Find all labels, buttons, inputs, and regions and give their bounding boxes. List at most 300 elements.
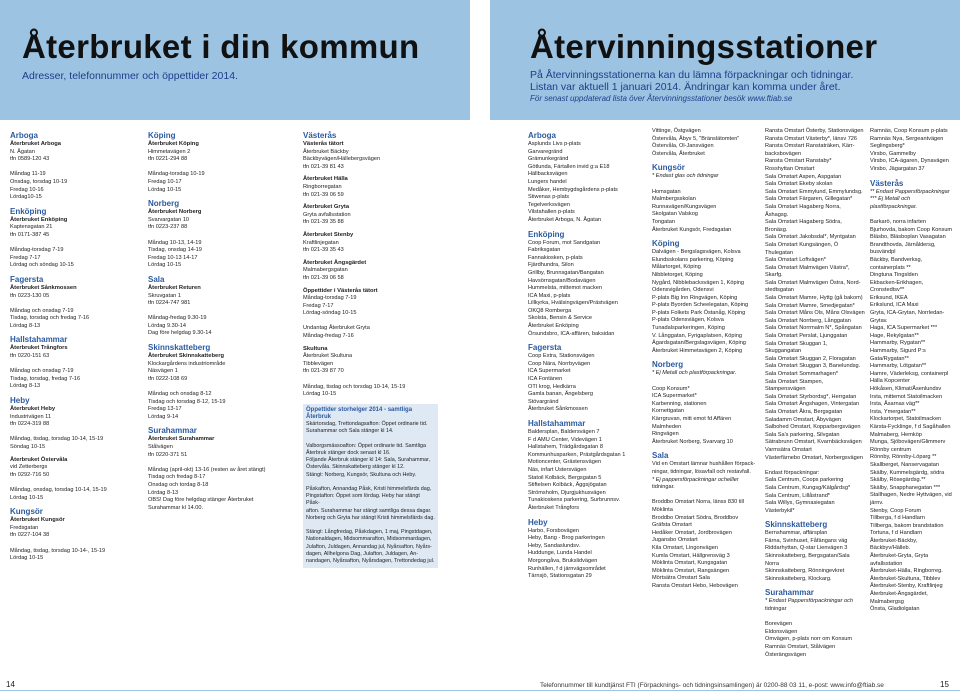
entry-line: Broddbo Omstart Södra, Broddbov — [652, 514, 739, 521]
entry-line: Sala Omstart Hagaberg Södra, Bronäsg. — [765, 219, 842, 233]
entry-block — [10, 457, 135, 503]
entry-block — [303, 131, 438, 171]
entry-line: tfn 0220-151 63 — [10, 353, 50, 360]
entry-line: Saladamm Omstart, Åbyvägen — [765, 416, 842, 423]
entry-line: Stövargränd — [528, 398, 559, 405]
facility-name: Västerås tätort — [303, 141, 344, 147]
entry-line: Skruvgatan 1 — [148, 292, 181, 299]
entry-line — [652, 492, 757, 500]
entry-block — [10, 207, 135, 270]
holiday-box-line: Östervåla. Skinnskatteberg stänger kl 12. — [306, 464, 405, 471]
holiday-box-line — [306, 436, 435, 443]
entry-line: Virsbo, ICA-ägaren, Dynavägen — [870, 158, 949, 165]
entry-line: Mörtsätra Omstart Sala — [652, 575, 710, 582]
municipality-heading: Sala — [148, 274, 165, 284]
entry-line: Sala Centrum, Coops parkering — [765, 477, 844, 484]
entry-line: F d AMU Center, Videvägen 1 — [528, 436, 602, 443]
entry-line: Östervåla, Åbyv 5, "Bränslätomten" — [652, 135, 740, 142]
entry-line: Sala Omstart Aspen, Aspgatan — [765, 173, 842, 180]
entry-line: P-plats Byorden Scheelegatan, Köping — [652, 302, 749, 309]
entry-line: Munga, Sjöbovägen/Glimmerv — [870, 439, 946, 446]
facility-name: Återbruket Köping — [148, 141, 199, 147]
left-page-subtitle: Adresser, telefonnummer och öppettider 2014. — [22, 70, 238, 82]
entry-line: OBS! Dag före helgdag stänger Återbruket — [148, 497, 254, 504]
entry-line: Sala Omstart Stampen, Stampensvägen — [765, 378, 824, 393]
entry-line: Heby, Bang - Brog parkeringen — [528, 535, 605, 542]
entry-line: Hammarby, Sigurd P:s Gata/Rygatan** — [870, 348, 926, 362]
entry-line: Sala Omstart Malmvägen Västra*, Skarfg. — [765, 264, 850, 279]
entry-line — [148, 459, 283, 467]
municipality-heading: Heby — [528, 517, 548, 527]
entry-line: Österängsvägen — [765, 651, 807, 658]
column-4 — [528, 128, 643, 586]
entry-line: Måndag 10-13, 14-19 — [148, 239, 202, 246]
entry-line: ICA Supermarket* — [652, 393, 697, 400]
entry-line: Fabriksgatan — [528, 247, 561, 254]
entry-line: tfn 0220-371 51 — [148, 451, 188, 458]
entry-line: Kila Omstart, Lingonvägen — [652, 544, 718, 551]
entry-line: Hummelsta, mittemot macken — [528, 285, 602, 292]
entry-line: Salbohed Omstart, Kopparbergsvägen — [765, 424, 861, 431]
entry-line: Vid en Omstart lämnar hushållen förpack- — [652, 461, 756, 468]
entry-line: tfn 021-39 87 70 — [303, 368, 344, 375]
municipality-heading: Arboga — [528, 131, 556, 140]
municipality-heading: Kungsör — [10, 507, 43, 517]
entry-line: Stenby, Coop Forum — [870, 507, 922, 514]
entry-line: Kornettgatan — [652, 408, 685, 415]
entry-line — [870, 211, 958, 219]
entry-line: Lördag 10-15 — [303, 391, 337, 398]
entry-block — [148, 131, 283, 194]
entry-line: Statoil Kolbäck, Bergsgatan 5 — [528, 474, 602, 481]
entry-line: Surahammar kl 14.00. — [148, 504, 204, 511]
entry-line: Tisdag, onsdag 14-19 — [148, 247, 202, 254]
entry-line: Borevägen — [765, 621, 793, 628]
municipality-heading: Enköping — [10, 206, 47, 216]
facility-name: Återbruket Heby — [10, 406, 56, 413]
entry-line: Malmheden — [652, 423, 682, 430]
entry-line: Tortuna, f d Handlarn — [870, 530, 923, 537]
entry-line: Lördag10-15 — [10, 194, 42, 201]
entry-line: Virsbo, Jägargatan 37 — [870, 165, 925, 172]
entry-line: tfn 0589-120 43 — [10, 156, 50, 163]
holiday-box-line: Julafton, Juldagen, Annandag jul, Nyårsafton, Nyårs- — [306, 543, 432, 550]
entry-line: Sala Omstart Ekeby skolan — [765, 181, 833, 188]
entry-line: Tisdag, torsdag, fredag 7-16 — [10, 375, 81, 382]
entry-line: Sala Sa's parkering, Silvgatan — [765, 431, 840, 438]
entry-line: Näs, infart Ustersvägen — [528, 466, 587, 473]
entry-line: Sala Omstart Skuggan 1, Skuggangatan — [765, 340, 828, 355]
entry-line: Lördag 10-15 — [148, 186, 182, 193]
entry-line: Måndag, tisdag, torsdag 10-14-, 15-19 — [10, 547, 106, 554]
entry-line: tfn 021-39 06 59 — [303, 191, 344, 198]
holiday-box-text — [306, 421, 435, 565]
municipality-heading: Västerås — [303, 131, 337, 140]
entry-block — [303, 260, 438, 283]
entry-line: Malmaberg, Hemköp — [870, 431, 922, 438]
entry-line — [652, 378, 757, 386]
entry-line: Lördag 9.30-14 — [148, 322, 186, 329]
entry-line: Fredag 10-17 — [148, 178, 182, 185]
entry-line: Tisdag och torsdag 8-12, 15-19 — [148, 398, 226, 405]
entry-line: tfn 0292-716 50 — [10, 471, 50, 478]
municipality-heading: Hallstahammar — [528, 419, 586, 428]
entry-line: backsbovägen — [765, 150, 802, 157]
holiday-box-title: Öppettider storhelger 2014 - samtliga Återbruk — [306, 406, 413, 421]
entry-line: stedtsgatan — [765, 287, 794, 294]
entry-line: Coop Forum, mot Sandgatan — [528, 239, 601, 246]
municipality-heading: Norberg — [652, 360, 684, 370]
entry-line: Måndag 11-19 — [10, 171, 46, 178]
entry-line: Sätrabrunn Omstart, Kvarnbäcksvägen — [765, 439, 862, 446]
entry-line: Coop Nära, Norrbyvägen — [528, 360, 591, 367]
facility-name: Återbruket Enköping — [10, 216, 68, 223]
entry-line: Stålvägen — [148, 444, 173, 450]
entry-line: Ransta Omstart Västerby*, länsv 726 — [765, 135, 858, 142]
entry-line: Återbruket Sånkmossen — [528, 406, 588, 413]
holiday-box-line: Pingstafton: Öppet som lördag. Heby har stängt Påsk- — [306, 493, 420, 507]
entry-line: Götlunda, Färtallen invid g:a E18 — [528, 163, 610, 170]
municipality-heading: Skinnskatteberg — [765, 520, 828, 530]
facility-name: Återbruket Stenby — [303, 231, 354, 238]
entry-block — [652, 360, 757, 446]
facility-name: Skultuna — [303, 345, 328, 352]
entry-line: Onsdag, torsdag 10-19 — [10, 178, 68, 185]
entry-line: Tisdag, torsdag och fredag 7-16 — [10, 315, 90, 322]
column-5 — [652, 128, 757, 595]
municipality-heading: Arboga — [10, 131, 38, 140]
entry-line: ICA Fontänen — [528, 376, 563, 383]
entry-line — [10, 300, 135, 308]
entry-line: Vittinge, Östgvägen — [652, 128, 701, 134]
entry-line: Virsbo, Gammelby — [870, 150, 916, 157]
entry-line: Endast förpackningar: — [765, 469, 820, 476]
entry-line: Erikslund, ICA Maxi — [870, 302, 919, 309]
entry-line: Hage, Rekylgatan** — [870, 332, 919, 339]
entry-line: Sala Omstart Kungsängen, Ö Thulegatan — [765, 241, 839, 256]
municipality-heading: Surahammar — [148, 426, 197, 436]
entry-line — [303, 376, 438, 384]
entry-block — [10, 507, 135, 563]
entry-line — [10, 479, 135, 487]
entry-line: Stiwenas p-plats — [528, 194, 570, 201]
entry-line: tfn 0224-319 88 — [10, 421, 50, 428]
entry-line: Skolsta, Bensin & Service — [528, 315, 593, 322]
entry-line: Sala Omstart Styrbordsg*, Herrgatan — [765, 393, 857, 400]
facility-name: Återbruket Norberg — [148, 209, 202, 216]
facility-name: Återbruket Östervåla — [10, 456, 68, 463]
holiday-box-line — [306, 479, 435, 486]
facility-name: Återbruket Skinnskatteberg — [148, 353, 225, 360]
entry-line: Strömsholm, Djurgjukhusvägen — [528, 489, 606, 496]
holiday-box-line: Skärtorsdag, Trettondagsafton: Öppet ordinarie tid. — [306, 421, 428, 428]
municipality-heading: Fagersta — [528, 343, 562, 353]
entry-line: Skinnskatteberg, Klockarg. — [765, 575, 832, 582]
facility-name: Återbruket Trångfors — [10, 345, 68, 352]
entry-block — [10, 131, 135, 202]
entry-line: Grämunkegränd — [528, 156, 569, 163]
entry-line: Elundsskolans parkering, Köping — [652, 256, 734, 263]
entry-line — [10, 540, 135, 548]
entry-line: Runnavägen/Kungsvägen — [652, 203, 717, 210]
entry-line: * Ej pappersförpackningar ochelller — [652, 476, 739, 483]
entry-line: Onsdag och tordag 8-18 — [148, 481, 209, 488]
entry-line: Irsta, Åsarnas väg** — [870, 401, 920, 408]
entry-line: Tongatan — [652, 218, 676, 225]
entry-line: Sala Omstart Mamre, Hyttg (gå bakom) — [765, 295, 863, 302]
entry-block — [303, 232, 438, 255]
entry-line: Hedåker Omstart, Jordbrovägen — [652, 529, 732, 536]
entry-line: Sala Willys, Gymnasiegatan — [765, 500, 835, 507]
municipality-heading: Hallstahammar — [10, 335, 68, 345]
entry-line: Måndag-torsdag 7-19 — [10, 247, 64, 254]
entry-line: Kommunhusparken, Prästgårdsgatan 1 — [528, 451, 626, 458]
entry-line: tfn 0223-130 05 — [10, 292, 50, 299]
entry-line: Ringborregatan — [303, 183, 342, 190]
entry-line: tfn 021-39 35 88 — [303, 219, 344, 226]
entry-line: Ägardsgatan/Bergslagsvägen, Köping — [652, 340, 746, 347]
entry-line: Garvaregränd — [528, 148, 563, 155]
entry-line: Himmetavägen 2 — [148, 148, 191, 155]
entry-line: Fredag 7-17 — [10, 254, 41, 261]
entry-block — [870, 179, 958, 614]
entry-line: Malmbergsskolan — [652, 196, 696, 203]
entry-line: Kraftlinjegatan — [303, 239, 339, 246]
entry-line: Jugansbo Omstart — [652, 537, 698, 544]
entry-line: Medåker, Hembygdsgårdens p-plats — [528, 186, 618, 193]
entry-line: Återbruket Norberg, Svarvarg 10 — [652, 438, 733, 445]
entry-line: Återbruket-Bäckby, Bäckbyv/Hälleb. — [870, 537, 918, 552]
entry-line: Nibbletorget, Köping — [652, 271, 703, 278]
entry-line: Baldersplan, Baldersvägen 7 — [528, 429, 600, 435]
entry-line: Västerbykil* — [765, 507, 795, 514]
entry-block — [652, 128, 757, 158]
entry-line: Hamre, Väderleksg, containerpl — [870, 370, 949, 377]
municipality-heading: Heby — [10, 396, 30, 406]
entry-line: tidningar. — [652, 484, 675, 491]
entry-line: Måndag, tisdag, torsdag 10-14, 15-19 — [10, 436, 104, 443]
holiday-box-line: nandagen, Nyårsafton, Nyårsdagen, Trettondedag jul. — [306, 558, 435, 565]
municipality-heading: Enköping — [528, 229, 565, 239]
entry-line: Skinnskatteberg, Bergsgatan/Sala Norra — [765, 553, 850, 567]
entry-line: Asplunds Livs p-plats — [528, 141, 581, 147]
entry-block — [765, 588, 865, 659]
entry-line: Måndag-fredag 7-16 — [303, 333, 354, 340]
entry-line: Måndag-torsdag 10-19 — [148, 171, 205, 178]
entry-line: Industrivägen 11 — [10, 413, 51, 420]
entry-line: Sala Omstart Malmvägen Östra, Nord- — [765, 279, 861, 286]
entry-line: Hammarby, Rygatan** — [870, 340, 926, 347]
entry-line: Återbruket-Skultuna, Tibblev — [870, 575, 941, 582]
entry-line: Stiftelsen Kolbäck, Äggsjögatan — [528, 482, 607, 489]
entry-block — [652, 239, 757, 355]
entry-block — [303, 288, 438, 341]
entry-line: Kumla Omstart, Hällgrensväg 3 — [652, 552, 730, 559]
holiday-box-line: dagen, Allhelgona Dag, Julafton, Juldagen, An- — [306, 550, 419, 557]
entry-block — [148, 199, 283, 270]
holiday-box-line: Norberg och Gryta har stängt Kristi himmelsfärds dag. — [306, 514, 435, 521]
entry-line: Tillberga, bakom brandstation — [870, 522, 944, 529]
entry-line: Ransta Omstart Österby, Stationsvägen — [765, 128, 864, 134]
entry-line: Vilstahallen p-plats — [528, 209, 575, 216]
facility-name: Återbruket Sånkmossen — [10, 284, 77, 291]
holiday-box-line: Nationaldagen, Midsommarafton, Midsommardagen, — [306, 536, 432, 543]
entry-line: Återbruket Bäckby — [303, 148, 349, 155]
entry-line: Tisdag och fredag 8-17 — [148, 474, 206, 481]
entry-line: Kärsta-Fycklinge, f d Sagåhallen — [870, 423, 951, 430]
entry-line: Ramnäs Omstart, Stålvägen — [765, 644, 836, 650]
entry-line: Ringvägen — [652, 431, 679, 438]
entry-line: Klockartorpet, Statoilmacken — [870, 416, 942, 423]
entry-line: Skolgatan Valskog — [652, 211, 698, 218]
entry-line: Runhällen, f d järnvägsområdet — [528, 565, 606, 572]
municipality-heading: Surahammar — [765, 588, 814, 598]
entry-line: Dingtuna Tingslden — [870, 272, 918, 279]
entry-line: Östervåla, Återbruket — [652, 150, 705, 157]
entry-line: Fredag 10-13 14-17 — [148, 254, 198, 261]
entry-line: Sala Omstart Hagaberg Norra, Åshagsg. — [765, 203, 841, 218]
entry-line — [148, 383, 283, 391]
municipality-heading: Norberg — [148, 199, 180, 209]
entry-line: Sala Omstart Skuggan 2, Floragatan — [765, 355, 856, 362]
left-page-number: 14 — [6, 680, 15, 689]
entry-line: Ransta Omstart Ranstaby* — [765, 158, 832, 165]
entry-line: Barkarö, norra infarten — [870, 218, 926, 225]
entry-block — [765, 128, 865, 515]
entry-line: Skinnskatteberg, Rönningevkret — [765, 568, 845, 575]
entry-line: vid Zetterbergs — [10, 464, 48, 471]
left-header-banner — [0, 0, 470, 120]
facility-name: Återbruket Ängsgärdet — [303, 259, 367, 266]
entry-line: Bernshammar, affärsplan — [765, 530, 828, 537]
entry-block — [765, 520, 865, 583]
entry-line: Rosshyttan Omstart — [765, 165, 815, 172]
entry-line: P-plats Folkets Park Östanåg, Köping — [652, 309, 746, 316]
entry-line: Gryta avfallsstation — [303, 211, 351, 218]
right-subtitle-line3: För senast uppdaterad lista över Återvinningsstationer besök www.ftiab.se — [530, 94, 793, 103]
entry-line: Måndag och onsdag 7-19 — [10, 307, 74, 314]
entry-line: Gräfsta Omstart — [652, 522, 692, 529]
entry-line: Ransta Omstart Hebo, Hebovägen — [652, 582, 738, 589]
entry-line: Återbruket Arboga, N. Ågatan — [528, 216, 602, 223]
entry-line: Sala Omstart Loftvägen* — [765, 257, 826, 264]
entry-line: Homsgatan — [652, 188, 681, 195]
entry-line: Bläsbo, Bläsboplan Vasagatan — [870, 234, 946, 241]
entry-line: Undantag Återbruket Gryta — [303, 325, 370, 332]
entry-line: Ekbacken-Erikhagen, Cronstedtsv** — [870, 279, 924, 294]
right-page-subtitle — [530, 69, 853, 105]
entry-line: Lördag 8-13 — [10, 383, 41, 390]
municipality-heading: Västerås — [870, 178, 904, 188]
entry-line: Ransta Omstart Ranstaträken, Kärr- — [765, 143, 855, 150]
holiday-box-line: Påskafton, Annandag Påsk, Kristi himmelsfärds dag, — [306, 486, 432, 493]
entry-line: Målartorget, Köping — [652, 264, 701, 271]
column-3 — [303, 128, 438, 568]
entry-line: Eriksund, IKEA — [870, 294, 908, 301]
left-page-title: Återbruket i din kommun — [22, 28, 420, 65]
entry-line: Önsta, Gladiolgatan — [870, 606, 920, 613]
entry-line: tfn 0223-237 88 — [148, 224, 188, 231]
entry-block — [148, 343, 283, 421]
entry-line: Fjärdhundra, Silon — [528, 262, 574, 269]
entry-line: Hälla Kopcenter — [870, 378, 910, 385]
entry-line: Harbo, Forsbovägen — [528, 527, 579, 534]
entry-line: Lördag 10-15 — [10, 555, 44, 562]
facility-name: Återbruket Gryta — [303, 204, 350, 211]
entry-line: Lungers handel — [528, 178, 567, 185]
entry-line: Möklinta Omstart, Rangsängen — [652, 567, 730, 574]
entry-line: Kaptensgatan 21 — [10, 224, 53, 231]
entry-line: Tibblevägen — [303, 360, 334, 367]
entry-line: Karbenning, stationen — [652, 400, 707, 407]
entry-line: Återbruket Himmetavägen 2, Köping — [652, 347, 743, 354]
column-2 — [148, 128, 283, 517]
municipality-heading: Kungsör — [652, 163, 685, 173]
entry-line: Omvägen, p-plats norr om Konsum — [765, 636, 853, 643]
entry-line: Brandthovda, Järnåldersg, busvändpl — [870, 241, 936, 256]
entry-line: Lördag 8-13 — [148, 489, 179, 496]
entry-block — [652, 163, 757, 234]
entry-line: OTI krog, Hedkärra — [528, 383, 576, 390]
entry-line: Rönnby, Rönnby-Löparg ** — [870, 454, 937, 461]
entry-line: Färna, Svinhuset, Fåfängans väg — [765, 537, 848, 544]
footer — [0, 675, 960, 695]
entry-line: Malmabergsgatan — [303, 267, 348, 274]
entry-line: Sala Centrum, Kungsg/Kälgårdsg* — [765, 484, 851, 491]
column-6 — [765, 128, 865, 664]
entry-line: Haga, ICA Supermarket *** — [870, 325, 938, 332]
entry-line: Sala Omstart Perslat, Ljunggatan — [765, 333, 848, 340]
entry-line: Riddarhyttan, Q-star Lienvägen 3 — [765, 545, 848, 552]
entry-line: Ramnäs, Coop Konsum p-plats — [870, 128, 948, 134]
entry-line: Återbruket-Hälla, Ringborreg. — [870, 568, 943, 575]
right-header-banner — [490, 0, 960, 120]
municipality-heading: Skinnskatteberg — [148, 343, 211, 353]
entry-line: Ramnäs Nya, Sergeantvägen — [870, 135, 944, 142]
entry-line: tfn 0222-108 69 — [148, 375, 188, 382]
entry-line: Varmsätra Omstart — [765, 446, 812, 453]
entry-line: Lördag 10-15 — [10, 494, 44, 501]
entry-line: Bjurhovda, bakom Coop Konsum — [870, 226, 953, 233]
entry-line: Sala Omstart Ängshagen, Vintergatan — [765, 401, 860, 408]
footer-contact-text: Telefonnummer till kundtjänst FTI (Förpacknings- och tidningsinsamlingen) är 0200-88 03 11, e-post: www.info@ftiab.se — [540, 682, 884, 689]
entry-line: Sala Omstart Norrmalm N*, Spångatan — [765, 325, 862, 332]
entry-line: * Endast glas och tidningar — [652, 173, 719, 180]
entry-line: Skallberget, Nanservagatan — [870, 461, 940, 468]
entry-line: V. Långgatan, Fyrigaplatsen, Köping — [652, 332, 742, 339]
entry-line: Återbruket-Ängsgärdet, Malmabergsg — [870, 591, 928, 605]
entry-line: Måndag, tisdag och torsdag 10-14, 15-19 — [303, 383, 406, 390]
entry-line: Stallhagen, Nedre Hyttvägen, vid järnv. — [870, 492, 952, 506]
holiday-box-line: Följande Återbruk stänger kl 14: Sala, Surahammar, — [306, 457, 431, 464]
right-subtitle-line2: Listan var aktuell 1 januari 2014. Ändringar kan komma under året. — [530, 81, 841, 93]
entry-block — [148, 426, 283, 512]
entry-line: Måndag och onsdag 8-12 — [148, 391, 212, 398]
entry-line: Huddunge, Lunda Handel — [528, 550, 592, 557]
entry-line: Sala Omstart Norrberg, Långgatan — [765, 317, 851, 324]
entry-line: Broddbo Omstart Norra, länss 830 till — [652, 499, 745, 506]
entry-line: Lillkyrka, Hvälsingvägen/Prästvägen — [528, 300, 618, 307]
right-page-number: 15 — [940, 680, 949, 689]
entry-line: Dag före helgdag 9.30-14 — [148, 330, 212, 337]
entry-line: Klockargårdens industriområde — [148, 360, 226, 367]
entry-line: tfn 0171-387 45 — [10, 231, 50, 238]
entry-line: Hammarby, Lötgatan** — [870, 363, 927, 370]
entry-line: Sala Omstart Sommarhagen* — [765, 371, 839, 377]
entry-block — [528, 518, 643, 581]
entry-line: Rönnby centrum — [870, 446, 912, 453]
entry-line: Hällbacksvägen — [528, 171, 568, 178]
